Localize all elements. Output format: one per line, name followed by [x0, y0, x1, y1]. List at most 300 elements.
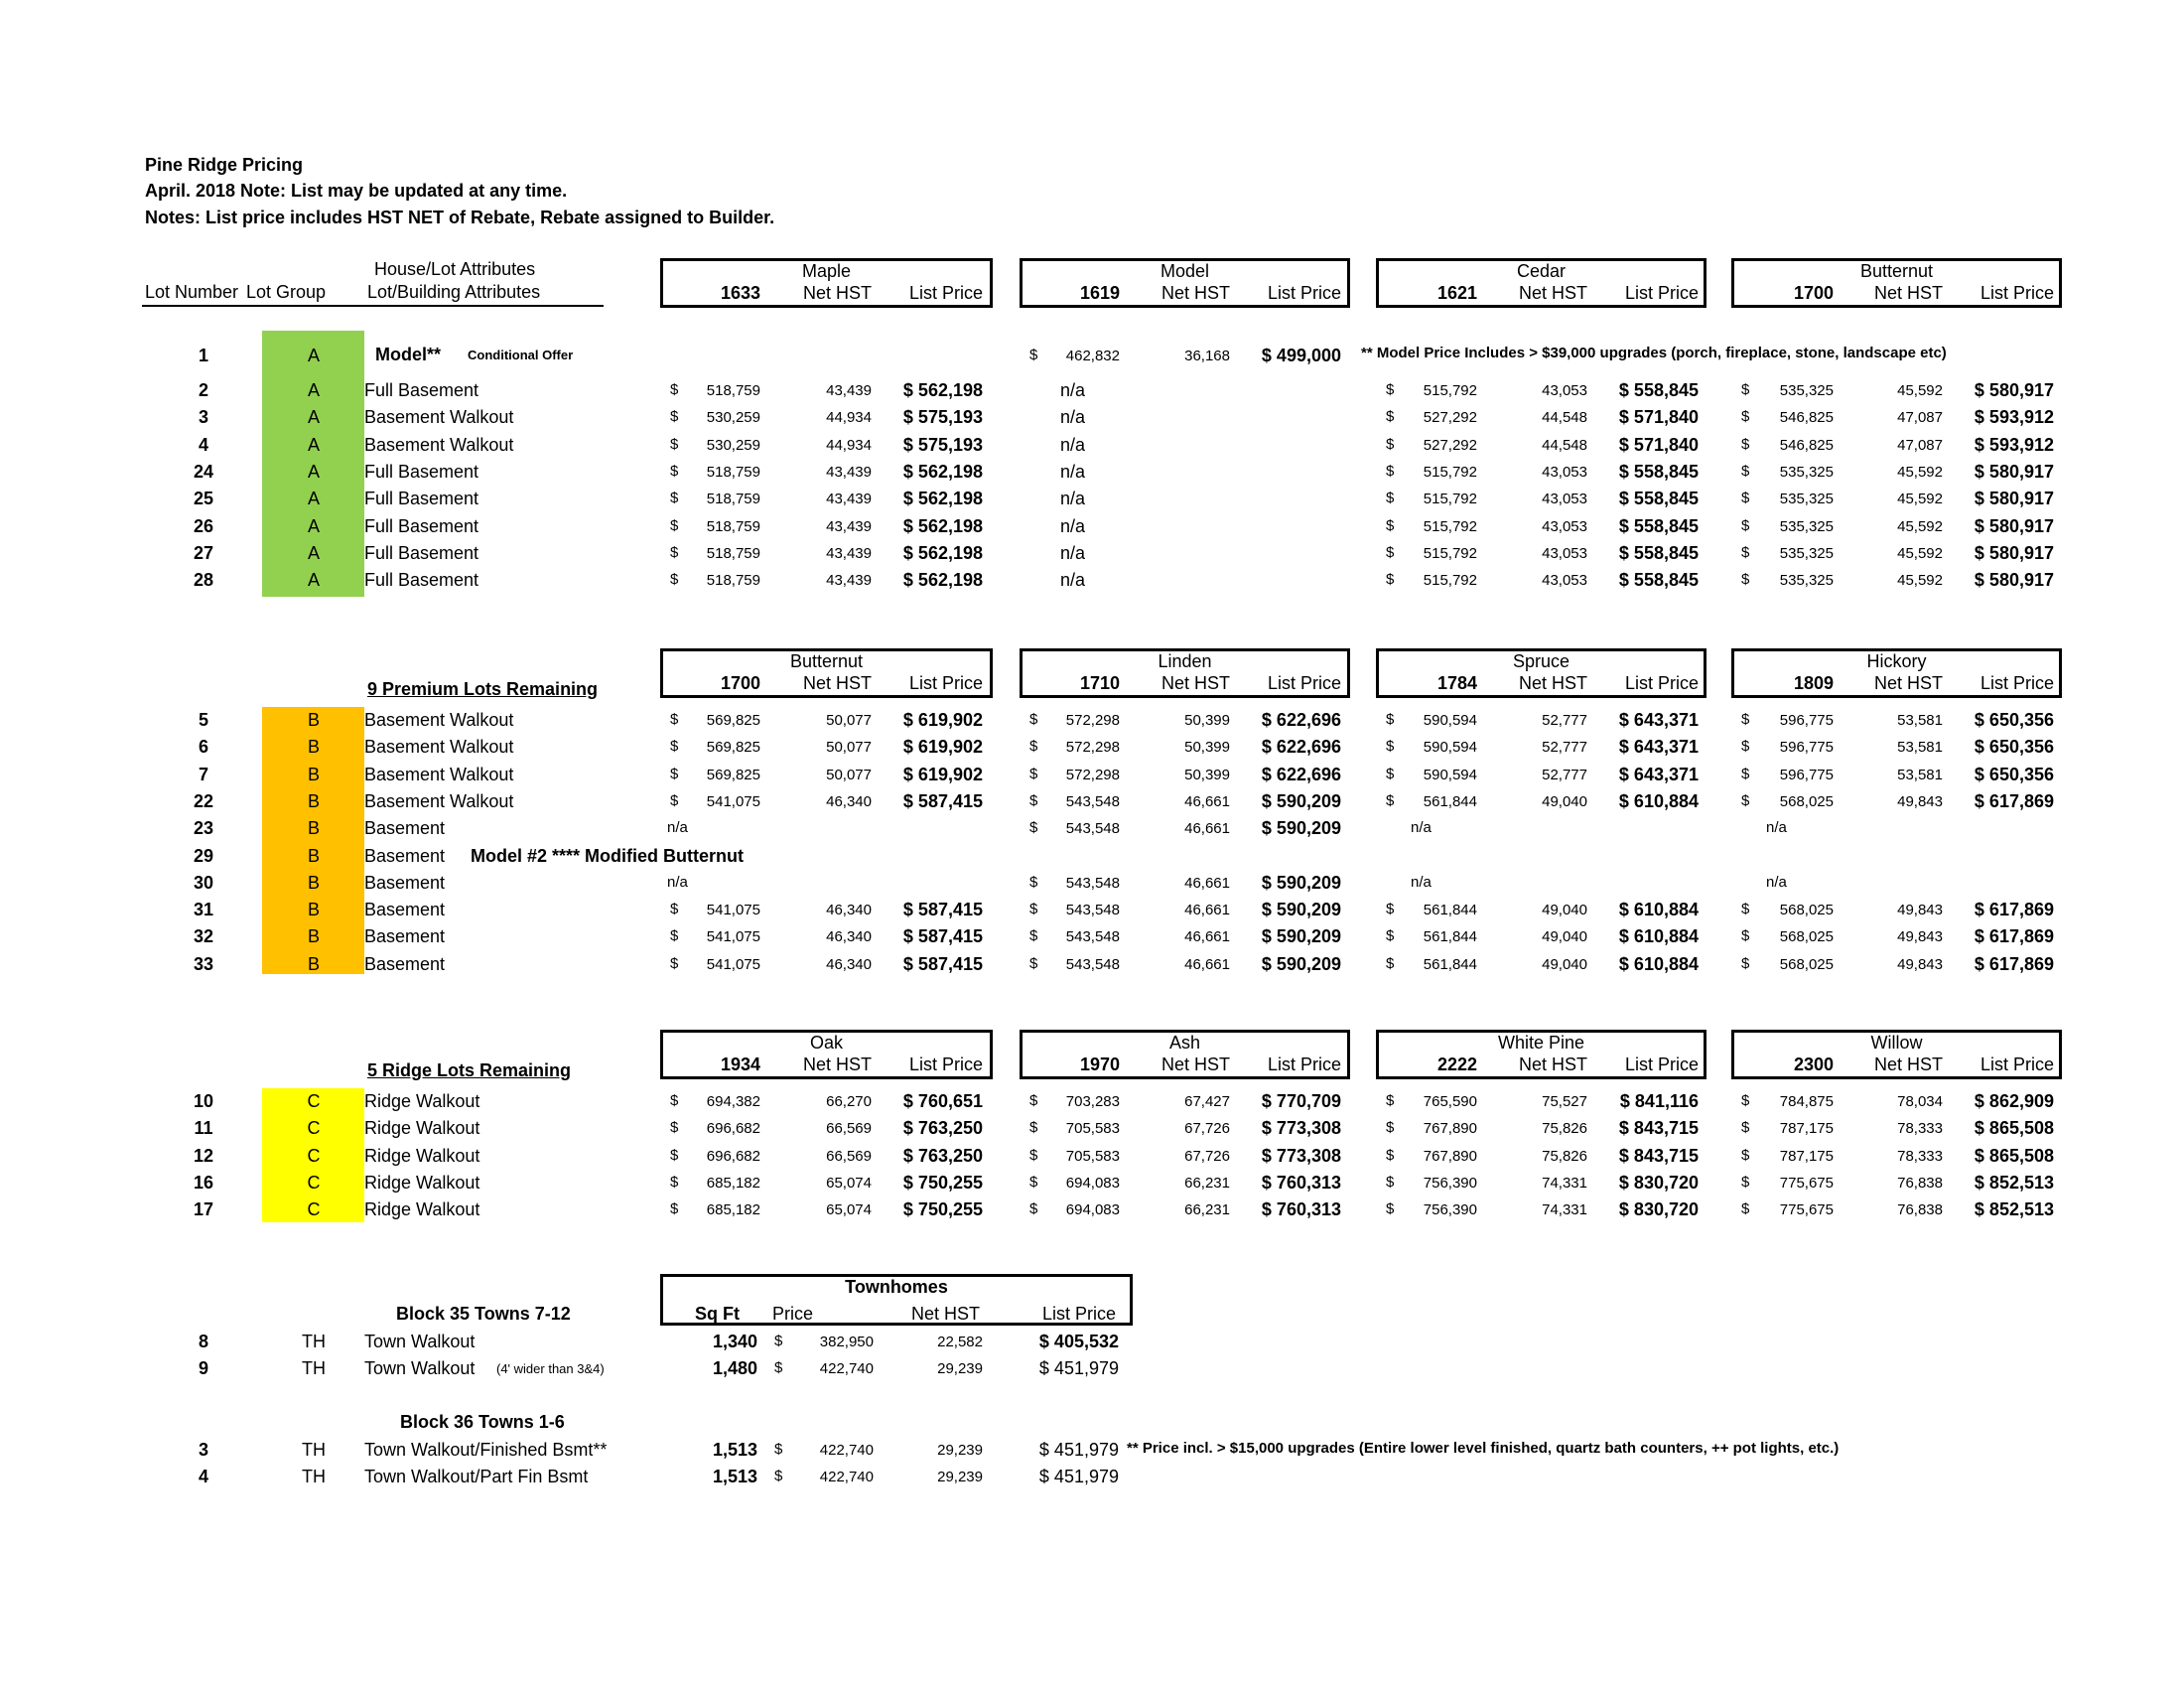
dollar-sign: $ — [1741, 765, 1750, 782]
lot-number: 12 — [193, 1145, 214, 1166]
lot-attribute: Basement — [364, 845, 446, 866]
base-price: 422,740 — [819, 1469, 874, 1486]
dollar-sign: $ — [1741, 1146, 1750, 1164]
dollar-sign: $ — [670, 516, 679, 534]
net-hst-label: Net HST — [1518, 1055, 1587, 1074]
lot-number: 4 — [198, 1467, 209, 1487]
base-price: 694,083 — [1065, 1201, 1120, 1219]
list-price-value: $ 562,198 — [902, 542, 983, 563]
lot-attribute: Full Basement — [364, 380, 479, 400]
lot-attribute: Full Basement — [364, 461, 479, 482]
base-price: 546,825 — [1779, 409, 1834, 427]
list-price-value: $ 773,308 — [1261, 1118, 1341, 1139]
net-hst-value: 43,053 — [1542, 491, 1587, 508]
list-price-value: $ 451,979 — [1038, 1358, 1119, 1379]
base-price: 535,325 — [1779, 463, 1834, 481]
net-hst-value: 46,661 — [1184, 928, 1230, 946]
list-price-label: List Price — [1624, 1055, 1699, 1074]
lot-group: C — [307, 1091, 321, 1111]
list-price-label: List Price — [1624, 673, 1699, 693]
lot-group: A — [307, 434, 321, 455]
list-price-value: $ 575,193 — [902, 407, 983, 428]
dollar-sign: $ — [1386, 1119, 1395, 1137]
base-price: 775,675 — [1779, 1201, 1834, 1219]
dollar-sign: $ — [774, 1468, 783, 1485]
lot-attribute: Full Basement — [364, 515, 479, 536]
net-hst-value: 66,231 — [1184, 1201, 1230, 1219]
net-hst-label: Net HST — [910, 1304, 980, 1324]
net-hst-value: 46,661 — [1184, 820, 1230, 838]
lot-group: TH — [302, 1440, 326, 1460]
net-hst-value: 43,439 — [826, 463, 872, 481]
base-price: 462,832 — [1065, 348, 1120, 364]
net-hst-value: 46,661 — [1184, 955, 1230, 973]
dollar-sign: $ — [1741, 516, 1750, 534]
base-price: 596,775 — [1779, 739, 1834, 757]
list-price-value: $ 760,313 — [1261, 1172, 1341, 1193]
net-hst-value: 46,661 — [1184, 874, 1230, 892]
list-price-value: $ 763,250 — [902, 1118, 983, 1139]
net-hst-value: 49,843 — [1897, 955, 1943, 973]
title-line-2: April. 2018 Note: List may be updated at any time. — [145, 181, 568, 201]
net-hst-value: 43,053 — [1542, 382, 1587, 399]
base-price: 596,775 — [1779, 712, 1834, 729]
list-price-label: List Price — [908, 1055, 983, 1074]
base-price: 703,283 — [1065, 1093, 1120, 1110]
list-price-value: $ 763,250 — [902, 1145, 983, 1166]
dollar-sign: $ — [1741, 738, 1750, 756]
dollar-sign: $ — [670, 1200, 679, 1218]
list-price-value: $ 865,508 — [1974, 1145, 2054, 1166]
net-hst-value: 67,726 — [1184, 1147, 1230, 1165]
net-hst-label: Net HST — [1873, 673, 1943, 693]
base-price: 535,325 — [1779, 517, 1834, 535]
net-hst-value: 50,399 — [1184, 712, 1230, 729]
lot-number: 30 — [193, 872, 214, 893]
base-price: 561,844 — [1423, 928, 1477, 946]
lot-group: B — [307, 872, 321, 893]
list-price-label: List Price — [1979, 1055, 2054, 1074]
list-price-value: $ 499,000 — [1261, 346, 1341, 365]
base-price: 535,325 — [1779, 572, 1834, 590]
list-price-value: $ 750,255 — [902, 1199, 983, 1220]
lot-group: TH — [302, 1358, 326, 1379]
lot-number: 4 — [198, 434, 209, 455]
lot-group: A — [307, 461, 321, 482]
net-hst-value: 49,843 — [1897, 928, 1943, 946]
base-price: 569,825 — [706, 766, 760, 783]
attribute-note: (4' wider than 3&4) — [496, 1361, 605, 1377]
lot-number: 31 — [193, 900, 214, 920]
base-price: 541,075 — [706, 928, 760, 946]
dollar-sign: $ — [1741, 1119, 1750, 1137]
lot-attribute: Basement Walkout — [364, 434, 514, 455]
dollar-sign: $ — [1386, 490, 1395, 507]
net-hst-value: 43,053 — [1542, 517, 1587, 535]
lot-group: B — [307, 953, 321, 974]
sqft-label: Sq Ft — [695, 1304, 740, 1324]
lot-group: B — [307, 818, 321, 839]
not-available: n/a — [1060, 434, 1086, 455]
model-note: Model #2 **** Modified Butternut — [471, 845, 745, 866]
not-available: n/a — [1766, 819, 1787, 837]
not-available: n/a — [1060, 489, 1086, 509]
base-price: 541,075 — [706, 902, 760, 919]
base-price: 530,259 — [706, 436, 760, 454]
townhomes-title: Townhomes — [845, 1277, 948, 1297]
list-price-value: $ 830,720 — [1618, 1199, 1699, 1220]
dollar-sign: $ — [1386, 571, 1395, 589]
list-price-value: $ 773,308 — [1261, 1145, 1341, 1166]
title-line-1: Pine Ridge Pricing — [145, 155, 304, 175]
base-price: 518,759 — [706, 572, 760, 590]
base-price: 422,740 — [819, 1360, 874, 1378]
list-price-value: $ 580,917 — [1974, 515, 2054, 536]
list-price-value: $ 643,371 — [1618, 737, 1699, 758]
list-price-value: $ 617,869 — [1974, 926, 2054, 947]
net-hst-value: 78,333 — [1897, 1120, 1943, 1138]
title-line-3: Notes: List price includes HST NET of Rebate, Rebate assigned to Builder. — [145, 208, 775, 227]
col-lot-number: Lot Number — [145, 282, 239, 302]
lot-number: 32 — [193, 926, 214, 947]
dollar-sign: $ — [1029, 711, 1038, 728]
lot-attribute: Basement — [364, 900, 446, 920]
base-price: 515,792 — [1423, 491, 1477, 508]
base-price: 515,792 — [1423, 463, 1477, 481]
model-name: Maple — [801, 261, 852, 281]
dollar-sign: $ — [1029, 819, 1038, 837]
list-price-value: $ 760,313 — [1261, 1199, 1341, 1220]
not-available: n/a — [1060, 461, 1086, 482]
net-hst-value: 22,582 — [937, 1334, 983, 1350]
lot-group: A — [307, 407, 321, 428]
sqft-value: 1,480 — [712, 1358, 757, 1379]
list-price-label: List Price — [908, 673, 983, 693]
lot-attribute: Ridge Walkout — [364, 1118, 480, 1139]
lot-number: 3 — [198, 1440, 209, 1460]
dollar-sign: $ — [1741, 1173, 1750, 1191]
dollar-sign: $ — [1386, 408, 1395, 426]
sqft-value: 1,513 — [712, 1467, 757, 1487]
lot-number: 7 — [198, 764, 209, 784]
list-price-value: $ 571,840 — [1618, 407, 1699, 428]
base-price: 694,382 — [706, 1093, 760, 1110]
list-price-value: $ 558,845 — [1618, 570, 1699, 591]
lot-attribute: Ridge Walkout — [364, 1145, 480, 1166]
base-price: 515,792 — [1423, 517, 1477, 535]
list-price-value: $ 562,198 — [902, 461, 983, 482]
list-price-value: $ 852,513 — [1974, 1172, 2054, 1193]
dollar-sign: $ — [1386, 516, 1395, 534]
dollar-sign: $ — [1386, 738, 1395, 756]
lot-group: A — [307, 570, 321, 591]
dollar-sign: $ — [774, 1441, 783, 1458]
base-price: 775,675 — [1779, 1174, 1834, 1192]
net-hst-value: 43,439 — [826, 544, 872, 562]
list-price-label: List Price — [1267, 1055, 1341, 1074]
model-name: Linden — [1158, 651, 1212, 671]
dollar-sign: $ — [1029, 1119, 1038, 1137]
lot-number: 8 — [198, 1332, 209, 1351]
list-price-value: $ 622,696 — [1261, 764, 1341, 784]
list-price-value: $ 843,715 — [1618, 1118, 1699, 1139]
dollar-sign: $ — [1029, 901, 1038, 918]
list-price-value: $ 852,513 — [1974, 1199, 2054, 1220]
dollar-sign: $ — [670, 1146, 679, 1164]
lot-attribute: Ridge Walkout — [364, 1172, 480, 1193]
dollar-sign: $ — [1741, 490, 1750, 507]
net-hst-value: 66,270 — [826, 1093, 872, 1110]
lot-attribute: Basement Walkout — [364, 737, 514, 758]
net-hst-value: 50,399 — [1184, 766, 1230, 783]
net-hst-value: 75,826 — [1542, 1120, 1587, 1138]
conditional-offer-note: Conditional Offer — [468, 348, 574, 362]
net-hst-value: 78,034 — [1897, 1093, 1943, 1110]
list-price-value: $ 590,209 — [1261, 790, 1341, 811]
header-underline — [142, 305, 604, 307]
dollar-sign: $ — [1741, 543, 1750, 561]
dollar-sign: $ — [1029, 1146, 1038, 1164]
base-price: 685,182 — [706, 1174, 760, 1192]
model-size: 1784 — [1436, 673, 1477, 693]
dollar-sign: $ — [670, 791, 679, 809]
lot-number: 11 — [194, 1118, 213, 1139]
dollar-sign: $ — [670, 571, 679, 589]
lot-attribute: Full Basement — [364, 570, 479, 591]
lot-group: B — [307, 926, 321, 947]
net-hst-value: 50,077 — [826, 739, 872, 757]
lot-attribute: Basement Walkout — [364, 710, 514, 730]
model-size: 1633 — [720, 283, 760, 303]
list-price-value: $ 558,845 — [1618, 461, 1699, 482]
base-price: 572,298 — [1065, 739, 1120, 757]
net-hst-label: Net HST — [802, 283, 872, 303]
base-price: 543,548 — [1065, 874, 1120, 892]
lot-number: 2 — [198, 380, 209, 400]
dollar-sign: $ — [1386, 791, 1395, 809]
dollar-sign: $ — [1741, 1092, 1750, 1109]
base-price: 787,175 — [1779, 1147, 1834, 1165]
not-available: n/a — [667, 873, 688, 891]
model-name: Cedar — [1516, 261, 1567, 281]
list-price-value: $ 622,696 — [1261, 710, 1341, 730]
base-price: 518,759 — [706, 544, 760, 562]
base-price: 518,759 — [706, 382, 760, 399]
list-price-value: $ 587,415 — [902, 926, 983, 947]
lot-attribute: Ridge Walkout — [364, 1091, 480, 1111]
base-price: 422,740 — [819, 1442, 874, 1459]
list-price-value: $ 558,845 — [1618, 542, 1699, 563]
net-hst-value: 43,439 — [826, 382, 872, 399]
net-hst-value: 74,331 — [1542, 1201, 1587, 1219]
dollar-sign: $ — [1386, 1092, 1395, 1109]
list-price-value: $ 575,193 — [902, 434, 983, 455]
dollar-sign: $ — [670, 738, 679, 756]
net-hst-value: 46,340 — [826, 792, 872, 810]
net-hst-value: 49,040 — [1542, 928, 1587, 946]
net-hst-value: 44,934 — [826, 436, 872, 454]
list-price-value: $ 593,912 — [1974, 434, 2054, 455]
lot-attribute: Basement Walkout — [364, 790, 514, 811]
not-available: n/a — [1060, 570, 1086, 591]
dollar-sign: $ — [670, 901, 679, 918]
list-price-value: $ 451,979 — [1038, 1440, 1119, 1460]
net-hst-label: Net HST — [1873, 1055, 1943, 1074]
not-available: n/a — [1060, 515, 1086, 536]
list-price-value: $ 643,371 — [1618, 710, 1699, 730]
net-hst-value: 75,826 — [1542, 1147, 1587, 1165]
model-size: 1970 — [1079, 1055, 1120, 1074]
lot-group: B — [307, 710, 321, 730]
dollar-sign: $ — [1029, 1092, 1038, 1109]
net-hst-value: 29,239 — [937, 1469, 983, 1486]
lot-number: 27 — [193, 542, 214, 563]
model-size: 2300 — [1793, 1055, 1834, 1074]
net-hst-value: 47,087 — [1897, 409, 1943, 427]
list-price-value: $ 617,869 — [1974, 790, 2054, 811]
list-price-value: $ 571,840 — [1618, 434, 1699, 455]
not-available: n/a — [1411, 873, 1432, 891]
lot-number: 28 — [193, 570, 214, 591]
base-price: 541,075 — [706, 955, 760, 973]
base-price: 543,548 — [1065, 928, 1120, 946]
dollar-sign: $ — [670, 927, 679, 945]
net-hst-value: 36,168 — [1184, 348, 1230, 364]
net-hst-value: 67,726 — [1184, 1120, 1230, 1138]
list-price-value: $ 830,720 — [1618, 1172, 1699, 1193]
base-price: 590,594 — [1423, 712, 1477, 729]
model-size: 2222 — [1436, 1055, 1477, 1074]
net-hst-value: 29,239 — [937, 1360, 983, 1378]
net-hst-label: Net HST — [802, 673, 872, 693]
list-price-value: $ 770,709 — [1261, 1091, 1341, 1111]
net-hst-value: 50,077 — [826, 712, 872, 729]
model-size: 1619 — [1079, 283, 1120, 303]
model-name: Ash — [1168, 1033, 1201, 1053]
col-house-attrs: House/Lot Attributes — [374, 259, 536, 279]
lot-number: 1 — [198, 346, 209, 365]
dollar-sign: $ — [1741, 435, 1750, 453]
net-hst-value: 76,838 — [1897, 1174, 1943, 1192]
net-hst-value: 45,592 — [1897, 382, 1943, 399]
list-price-value: $ 610,884 — [1618, 900, 1699, 920]
list-price-value: $ 643,371 — [1618, 764, 1699, 784]
dollar-sign: $ — [670, 765, 679, 782]
model-name: Hickory — [1866, 651, 1927, 671]
dollar-sign: $ — [670, 462, 679, 480]
list-price-value: $ 405,532 — [1038, 1332, 1119, 1351]
dollar-sign: $ — [670, 490, 679, 507]
list-price-value: $ 558,845 — [1618, 489, 1699, 509]
col-lot-building: Lot/Building Attributes — [367, 282, 541, 302]
dollar-sign: $ — [670, 408, 679, 426]
base-price: 568,025 — [1779, 902, 1834, 919]
list-price-label: List Price — [1267, 283, 1341, 303]
lot-number: 3 — [198, 407, 209, 428]
list-price-value: $ 750,255 — [902, 1172, 983, 1193]
net-hst-value: 49,843 — [1897, 792, 1943, 810]
lot-group: B — [307, 764, 321, 784]
dollar-sign: $ — [1029, 927, 1038, 945]
list-price-value: $ 650,356 — [1974, 737, 2054, 758]
model-name: Willow — [1870, 1033, 1923, 1053]
base-price: 765,590 — [1423, 1093, 1477, 1110]
lot-number: 10 — [193, 1091, 214, 1111]
base-price: 590,594 — [1423, 739, 1477, 757]
list-price-value: $ 451,979 — [1038, 1467, 1119, 1487]
base-price: 756,390 — [1423, 1201, 1477, 1219]
dollar-sign: $ — [1029, 347, 1038, 363]
lot-number: 22 — [193, 790, 214, 811]
net-hst-value: 52,777 — [1542, 739, 1587, 757]
dollar-sign: $ — [1386, 927, 1395, 945]
model-price-comment: ** Model Price Includes > $39,000 upgrades (porch, fireplace, stone, landscape etc) — [1361, 345, 1947, 361]
dollar-sign: $ — [1741, 711, 1750, 728]
lot-attribute: Full Basement — [364, 542, 479, 563]
lot-group: A — [307, 346, 321, 365]
model-size: 1934 — [720, 1055, 760, 1074]
net-hst-value: 74,331 — [1542, 1174, 1587, 1192]
net-hst-value: 78,333 — [1897, 1147, 1943, 1165]
base-price: 543,548 — [1065, 820, 1120, 838]
dollar-sign: $ — [1386, 462, 1395, 480]
lot-attribute: Town Walkout — [364, 1358, 476, 1379]
base-price: 535,325 — [1779, 382, 1834, 399]
list-price-value: $ 580,917 — [1974, 461, 2054, 482]
base-price: 569,825 — [706, 739, 760, 757]
dollar-sign: $ — [1741, 791, 1750, 809]
dollar-sign: $ — [1741, 571, 1750, 589]
base-price: 535,325 — [1779, 544, 1834, 562]
dollar-sign: $ — [1029, 765, 1038, 782]
not-available: n/a — [1766, 873, 1787, 891]
not-available: n/a — [1411, 819, 1432, 837]
lot-number: 33 — [193, 953, 214, 974]
net-hst-value: 49,843 — [1897, 902, 1943, 919]
lot-attribute: Basement — [364, 953, 446, 974]
dollar-sign: $ — [1386, 954, 1395, 972]
list-price-value: $ 862,909 — [1974, 1091, 2054, 1111]
dollar-sign: $ — [1029, 1200, 1038, 1218]
lot-group: A — [307, 380, 321, 400]
net-hst-value: 52,777 — [1542, 712, 1587, 729]
net-hst-value: 43,053 — [1542, 463, 1587, 481]
net-hst-value: 47,087 — [1897, 436, 1943, 454]
list-price-value: $ 617,869 — [1974, 900, 2054, 920]
dollar-sign: $ — [1386, 1173, 1395, 1191]
dollar-sign: $ — [670, 435, 679, 453]
lot-attribute: Ridge Walkout — [364, 1199, 480, 1220]
list-price-label: List Price — [1267, 673, 1341, 693]
lot-attribute: Basement — [364, 872, 446, 893]
lot-group: C — [307, 1199, 321, 1220]
model-name: Spruce — [1512, 651, 1570, 671]
lot-attribute: Full Basement — [364, 489, 479, 509]
net-hst-value: 29,239 — [937, 1442, 983, 1459]
dollar-sign: $ — [670, 1092, 679, 1109]
net-hst-value: 43,439 — [826, 517, 872, 535]
ridge-lots-heading: 5 Ridge Lots Remaining — [367, 1060, 572, 1080]
base-price: 569,825 — [706, 712, 760, 729]
list-price-value: $ 587,415 — [902, 790, 983, 811]
net-hst-value: 50,077 — [826, 766, 872, 783]
lot-group: C — [307, 1172, 321, 1193]
dollar-sign: $ — [1386, 381, 1395, 398]
net-hst-value: 43,053 — [1542, 572, 1587, 590]
model-size: 1700 — [1793, 283, 1834, 303]
net-hst-value: 45,592 — [1897, 463, 1943, 481]
lot-attribute: Basement Walkout — [364, 764, 514, 784]
